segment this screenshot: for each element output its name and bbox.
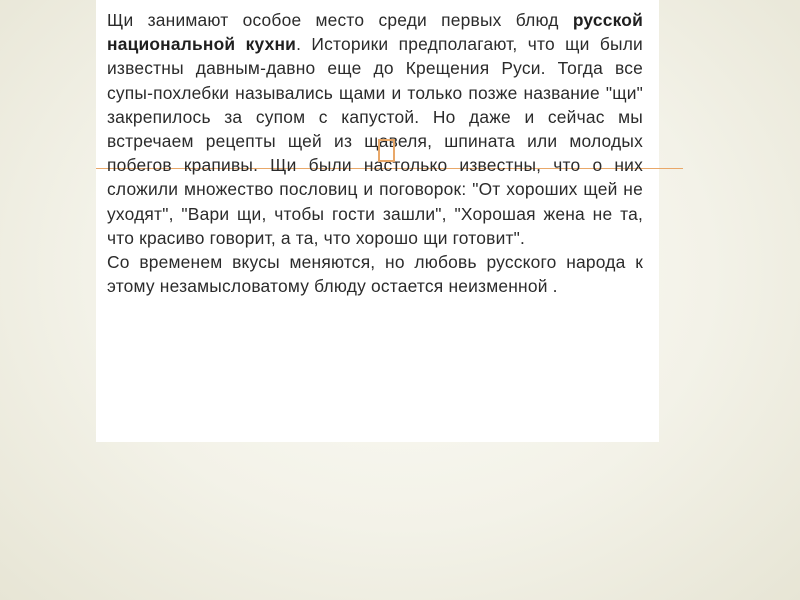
paragraph-1 [107, 8, 643, 250]
square-outline-icon [378, 139, 395, 162]
paragraph-1-rest: . Историки предполагают, что щи были известны давным-давно еще до Крещения Руси. Тогда все супы-похлебки назывались щами и только позже название "щи" закрепилось за супом с капустой. Но даже и сейчас мы встречаем рецепты щей из щавеля, шпината или молодых побегов крапивы. Щи были настолько известны, что о них сложили множество пословиц и поговорок: "От хороших щей не уходят", "Вари щи, чтобы гости зашли", "Хорошая жена не та, что красиво говорит, а та, что хорошо щи готовит". [107, 34, 643, 248]
paragraph-2: Со временем вкусы меняются, но любовь русского народа к этому незамысловатому блюду остается неизменной . [107, 252, 643, 297]
bold-phrase: русской национальной кухни [107, 10, 643, 55]
slide-body-text [107, 8, 643, 298]
intro-text: Щи занимают особое место среди первых блюд [107, 10, 573, 30]
